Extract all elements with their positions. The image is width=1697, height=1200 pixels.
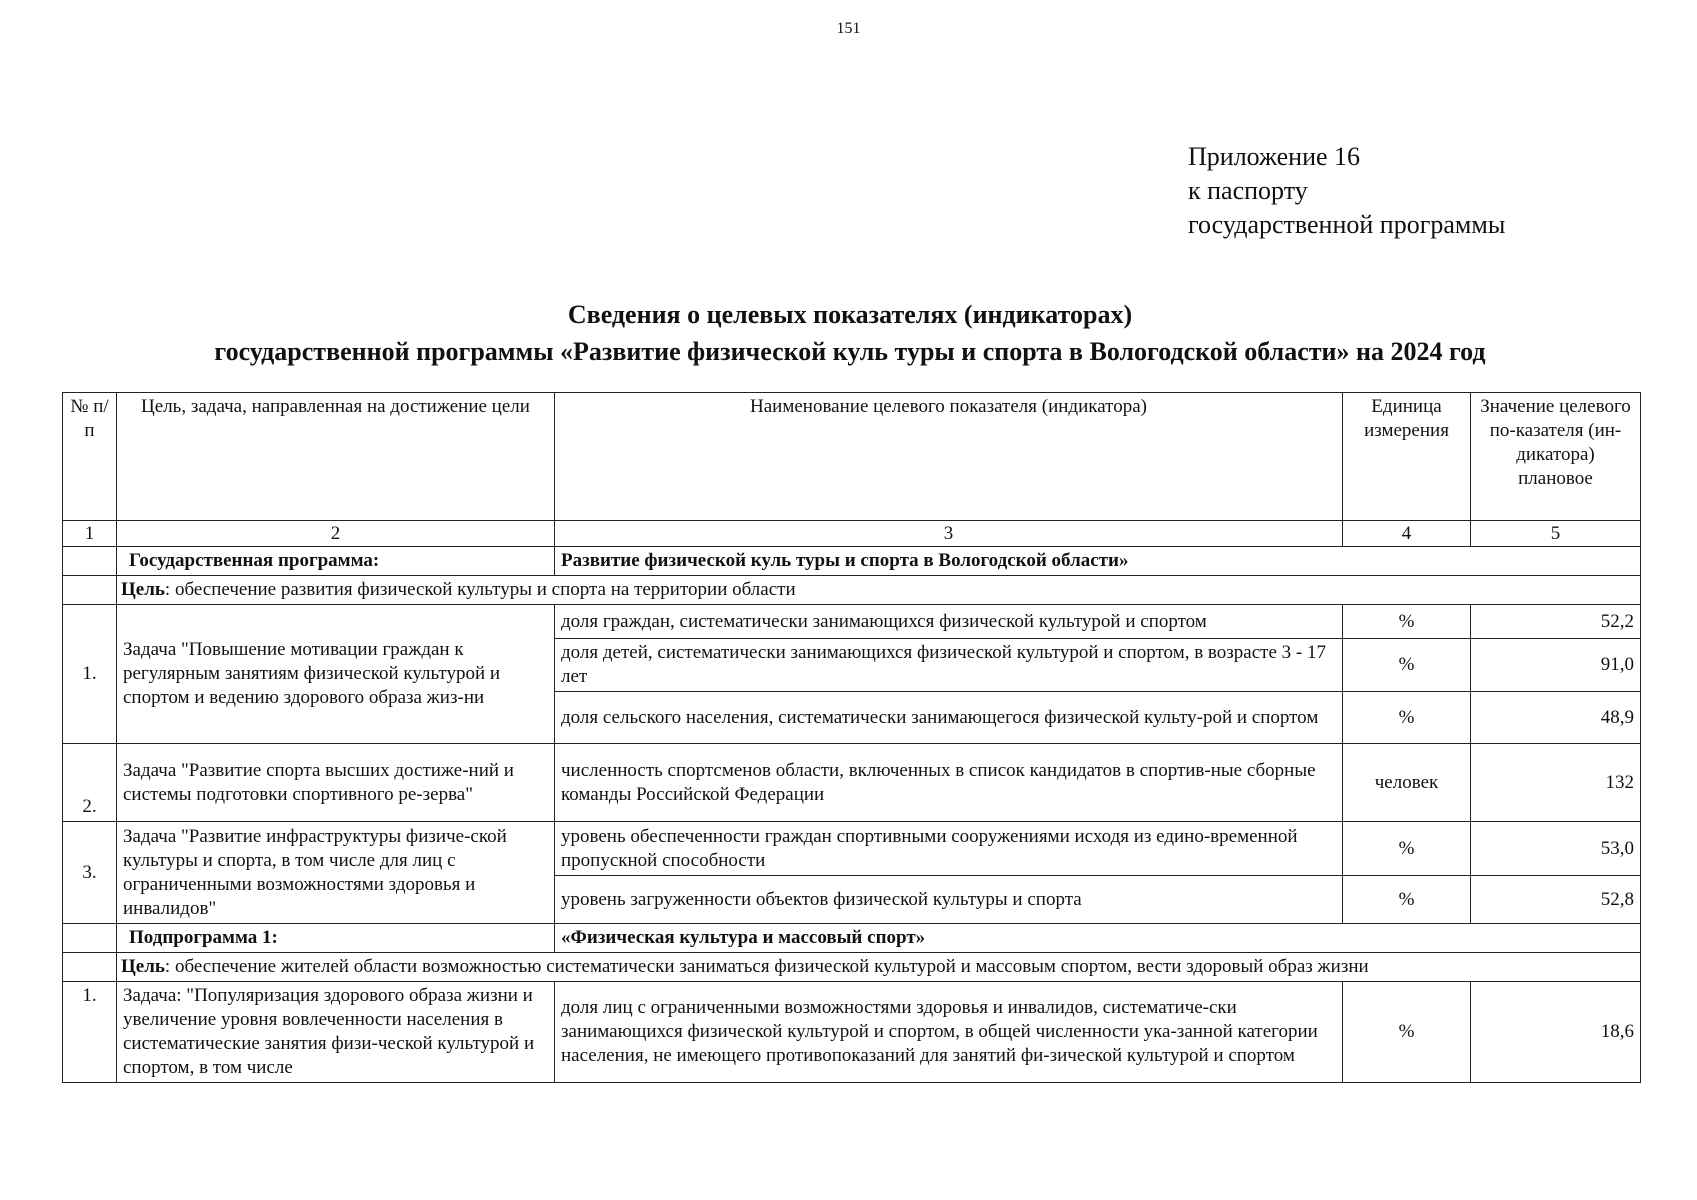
goal-label: Цель [121,956,165,977]
annex-line-2: к паспорту [1188,176,1308,205]
subprogram-label: Подпрограмма 1: [117,924,555,953]
task-description: Задача: "Популяризация здорового образа жизни и увеличение уровня вовлеченности населения в систематические занятия физи-ческой культурой и спортом, в том числе [117,982,555,1083]
title-line-1: Сведения о целевых показателях (индикаторах) [567,300,1133,329]
annex-note [1188,140,1505,242]
annex-line-1: Приложение 16 [1188,142,1361,171]
task-number: 3. [63,822,117,924]
indicator-unit: % [1343,692,1471,744]
task-number: 1. [63,605,117,744]
program-row [63,547,1641,576]
task-number: 1. [63,982,117,1083]
task-number: 2. [63,744,117,822]
indicator-value: 48,9 [1471,692,1641,744]
subprogram-goal [117,953,1641,982]
indicator-name: доля лиц с ограниченными возможностями здоровья и инвалидов, систематиче-ски занимающихся физической культурой и спортом, в общей численности ука-занной категории населения, не имеющего противопоказаний для занятий фи-зической культурой и спортом [555,982,1343,1083]
header-unit: Единица измерения [1343,393,1471,521]
indicator-value: 91,0 [1471,639,1641,692]
col-number: 4 [1343,521,1471,547]
indicator-value: 53,0 [1471,822,1641,876]
subprogram-row [63,924,1641,953]
annex-line-3: государственной программы [1188,210,1506,239]
header-value: Значение целевого по-казателя (ин-дикатора) плановое [1471,393,1641,521]
indicator-name: численность спортсменов области, включенных в список кандидатов в спортив-ные сборные команды Российской Федерации [555,744,1343,822]
task-description: Задача "Развитие спорта высших достиже-ний и системы подготовки спортивного ре-зерва" [117,744,555,822]
empty-cell [63,953,117,982]
header-indicator: Наименование целевого показателя (индикатора) [555,393,1343,521]
table-row [63,982,1641,1083]
col-number: 3 [555,521,1343,547]
col-number: 1 [63,521,117,547]
program-label: Государственная программа: [117,547,555,576]
indicator-unit: % [1343,876,1471,924]
indicator-value: 132 [1471,744,1641,822]
col-number: 5 [1471,521,1641,547]
task-description: Задача "Повышение мотивации граждан к регулярным занятиям физической культурой и спортом и ведению здорового образа жиз-ни [117,605,555,744]
indicator-value: 18,6 [1471,982,1641,1083]
empty-cell [63,576,117,605]
col-number: 2 [117,521,555,547]
goal-label: Цель [121,579,165,600]
document-title [60,296,1640,370]
table-row [63,744,1641,822]
indicator-name: доля граждан, систематически занимающихся физической культурой и спортом [555,605,1343,639]
table-row [63,605,1641,639]
page-number: 151 [836,20,861,37]
goal-text: : обеспечение жителей области возможностью систематически заниматься физической культурой и массовым спортом, вести здоровый образ жизни [164,956,1369,977]
title-line-2: государственной программы «Развитие физической куль туры и спорта в Вологодской области» на 2024 год [214,337,1486,366]
indicator-name: уровень обеспеченности граждан спортивными сооружениями исходя из едино-временной пропускной способности [555,822,1343,876]
header-row [63,393,1641,521]
indicator-unit: человек [1343,744,1471,822]
column-numbers-row [63,521,1641,547]
indicator-name: уровень загруженности объектов физической культуры и спорта [555,876,1343,924]
indicator-name: доля детей, систематически занимающихся физической культурой и спортом, в возрасте 3 - 17 лет [555,639,1343,692]
header-num: № п/п [63,393,117,521]
subprogram-name: «Физическая культура и массовый спорт» [555,924,1641,953]
indicator-unit: % [1343,639,1471,692]
empty-cell [63,924,117,953]
indicator-value: 52,8 [1471,876,1641,924]
indicator-value: 52,2 [1471,605,1641,639]
table-row [63,822,1641,876]
indicator-unit: % [1343,982,1471,1083]
goal-text: : обеспечение развития физической культуры и спорта на территории области [164,579,796,600]
indicator-unit: % [1343,822,1471,876]
program-name: Развитие физической куль туры и спорта в Вологодской области» [555,547,1641,576]
task-description: Задача "Развитие инфраструктуры физиче-ской культуры и спорта, в том числе для лиц с ограниченными возможностями здоровья и инвалидов" [117,822,555,924]
empty-cell [63,547,117,576]
program-goal-row [63,576,1641,605]
indicator-name: доля сельского населения, систематически занимающегося физической культу-рой и спортом [555,692,1343,744]
program-goal [117,576,1641,605]
indicators-table [62,392,1641,1083]
subprogram-goal-row [63,953,1641,982]
indicator-unit: % [1343,605,1471,639]
header-goal: Цель, задача, направленная на достижение цели [117,393,555,521]
